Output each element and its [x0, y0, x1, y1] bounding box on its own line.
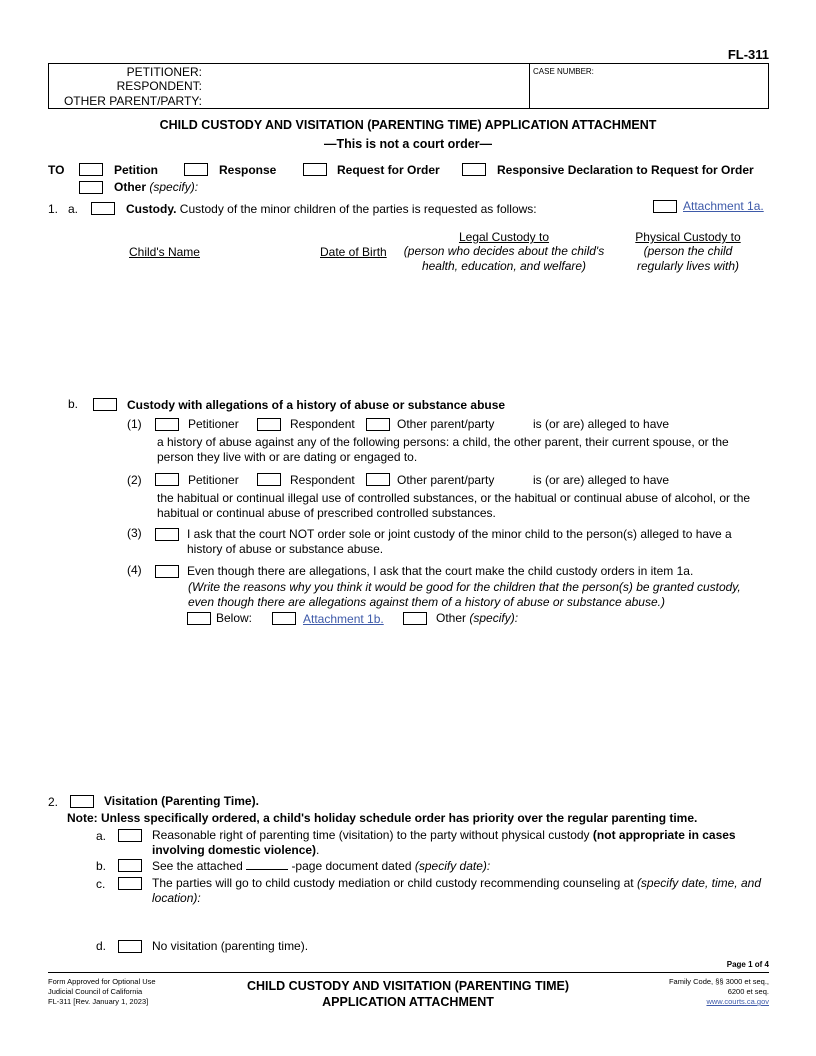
sub1-text: a history of abuse against any of the following persons: a child, the other parent, their current spouse, or the person they live with or are dating or engaged to. — [157, 435, 729, 464]
item2c-text: The parties will go to child custody mediation or child custody recommending counseling at (specify date, time, and location): — [152, 876, 761, 905]
other-text: Other (specify): — [114, 180, 199, 194]
sub2-respondent-checkbox[interactable] — [257, 473, 281, 486]
page-number: Page 1 of 4 — [726, 960, 769, 969]
sub4-other-text: Other (specify): — [436, 611, 519, 625]
sub2-number: (2) — [127, 473, 142, 487]
item2c-checkbox[interactable] — [118, 877, 142, 890]
sub2-petitioner-checkbox[interactable] — [155, 473, 179, 486]
item2-note: Note: Unless specifically ordered, a child's holiday schedule order has priority over the regular parenting time. — [67, 811, 698, 825]
custody-allegations-checkbox[interactable] — [93, 398, 117, 411]
item1b-letter: b. — [68, 397, 79, 411]
col-legal-custody: Legal Custody to — [458, 230, 550, 244]
page-count-blank[interactable] — [246, 858, 288, 870]
attachment-1a-checkbox[interactable] — [653, 200, 677, 213]
sub2-petitioner-label: Petitioner — [188, 473, 239, 487]
respondent-label: RESPONDENT: — [116, 79, 202, 93]
sub1-other-parent-checkbox[interactable] — [366, 418, 390, 431]
item2-heading: Visitation (Parenting Time). — [104, 794, 259, 808]
sub2-other-parent-label: Other parent/party — [397, 473, 495, 487]
sub3-number: (3) — [127, 526, 142, 540]
to-label: TO — [48, 163, 65, 177]
below-label: Below: — [216, 611, 253, 625]
sub4-text: Even though there are allegations, I ask that the court make the child custody orders in item 1a. — [187, 564, 694, 578]
sub2-text: the habitual or continual illegal use of controlled substances, or the habitual or continual abuse of alcohol, or the habitual or continual abuse of prescribed controlled substances. — [157, 491, 751, 520]
footer-title: CHILD CUSTODY AND VISITATION (PARENTING TIME) APPLICATION ATTACHMENT — [247, 979, 569, 1009]
sub1-petitioner-checkbox[interactable] — [155, 418, 179, 431]
sub4-number: (4) — [127, 563, 142, 577]
case-number-label: CASE NUMBER: — [533, 67, 594, 76]
below-checkbox[interactable] — [187, 612, 211, 625]
item2b-checkbox[interactable] — [118, 859, 142, 872]
sub1-other-parent-label: Other parent/party — [397, 417, 495, 431]
sub1-respondent-label: Respondent — [290, 417, 355, 431]
item2a-checkbox[interactable] — [118, 829, 142, 842]
petition-label: Petition — [114, 163, 158, 177]
attachment-1b-link[interactable]: Attachment 1b. — [303, 612, 384, 626]
responsive-declaration-label: Responsive Declaration to Request for Order — [497, 163, 754, 177]
item2c-letter: c. — [96, 877, 106, 891]
item2a-letter: a. — [96, 829, 107, 843]
other-party-label: OTHER PARENT/PARTY: — [63, 94, 202, 108]
sub1-alleged-text: is (or are) alleged to have — [533, 417, 670, 431]
col-date-of-birth: Date of Birth — [320, 245, 387, 259]
item2b-letter: b. — [96, 859, 107, 873]
sub1-number: (1) — [127, 417, 142, 431]
footer-rule — [48, 972, 769, 973]
form-number: FL-311 — [727, 47, 769, 62]
sub1-petitioner-label: Petitioner — [188, 417, 239, 431]
item1b-heading: Custody with allegations of a history of abuse or substance abuse — [127, 398, 506, 412]
sub4-checkbox[interactable] — [155, 565, 179, 578]
col-physical-custody-desc: (person the child regularly lives with) — [636, 244, 740, 273]
response-checkbox[interactable] — [184, 163, 208, 176]
item1a-text: Custody. Custody of the minor children of the parties is requested as follows: — [126, 202, 537, 216]
sub4-other-checkbox[interactable] — [403, 612, 427, 625]
attachment-1b-checkbox[interactable] — [272, 612, 296, 625]
col-legal-custody-desc: (person who decides about the child's health, education, and welfare) — [403, 244, 605, 273]
col-child-name: Child's Name — [129, 245, 200, 259]
footer-left: Form Approved for Optional Use Judicial Council of California FL-311 [Rev. January 1, 2023] — [48, 977, 156, 1006]
sub2-other-parent-checkbox[interactable] — [366, 473, 390, 486]
petition-checkbox[interactable] — [79, 163, 103, 176]
item1a-letter: a. — [68, 202, 79, 216]
petitioner-label: PETITIONER: — [126, 65, 202, 79]
item2d-text: No visitation (parenting time). — [152, 939, 309, 953]
item2b-text: See the attached -page document dated (specify date): — [152, 859, 491, 873]
footer-right: Family Code, §§ 3000 et seq., 6200 et seq. www.courts.ca.gov — [668, 977, 769, 1006]
item2-number: 2. — [48, 795, 59, 809]
response-label: Response — [219, 163, 277, 177]
request-for-order-label: Request for Order — [337, 163, 440, 177]
item2d-checkbox[interactable] — [118, 940, 142, 953]
sub3-text: I ask that the court NOT order sole or joint custody of the minor child to the person(s) alleged to have a history of abuse or substance abuse. — [187, 527, 732, 556]
responsive-declaration-checkbox[interactable] — [462, 163, 486, 176]
item2d-letter: d. — [96, 939, 107, 953]
item2a-text: Reasonable right of parenting time (visitation) to the party without physical custody (not appropriate in cases involving domestic violence). — [152, 828, 736, 857]
sub2-respondent-label: Respondent — [290, 473, 355, 487]
page-subtitle: —This is not a court order— — [323, 137, 493, 151]
attachment-1a-link[interactable]: Attachment 1a. — [683, 199, 764, 213]
request-for-order-checkbox[interactable] — [303, 163, 327, 176]
page-title: CHILD CUSTODY AND VISITATION (PARENTING TIME) APPLICATION ATTACHMENT — [159, 118, 657, 132]
sub1-respondent-checkbox[interactable] — [257, 418, 281, 431]
sub2-alleged-text: is (or are) alleged to have — [533, 473, 670, 487]
item1-number: 1. — [48, 202, 59, 216]
sub4-italic-text: (Write the reasons why you think it would be good for the children that the person(s) be granted custody, even though there are allegations against them of a history of abuse or substance abuse.) — [188, 580, 741, 609]
courts-website-link[interactable]: www.courts.ca.gov — [706, 997, 769, 1006]
sub3-checkbox[interactable] — [155, 528, 179, 541]
col-physical-custody: Physical Custody to — [635, 230, 741, 244]
other-checkbox[interactable] — [79, 181, 103, 194]
custody-checkbox[interactable] — [91, 202, 115, 215]
visitation-checkbox[interactable] — [70, 795, 94, 808]
